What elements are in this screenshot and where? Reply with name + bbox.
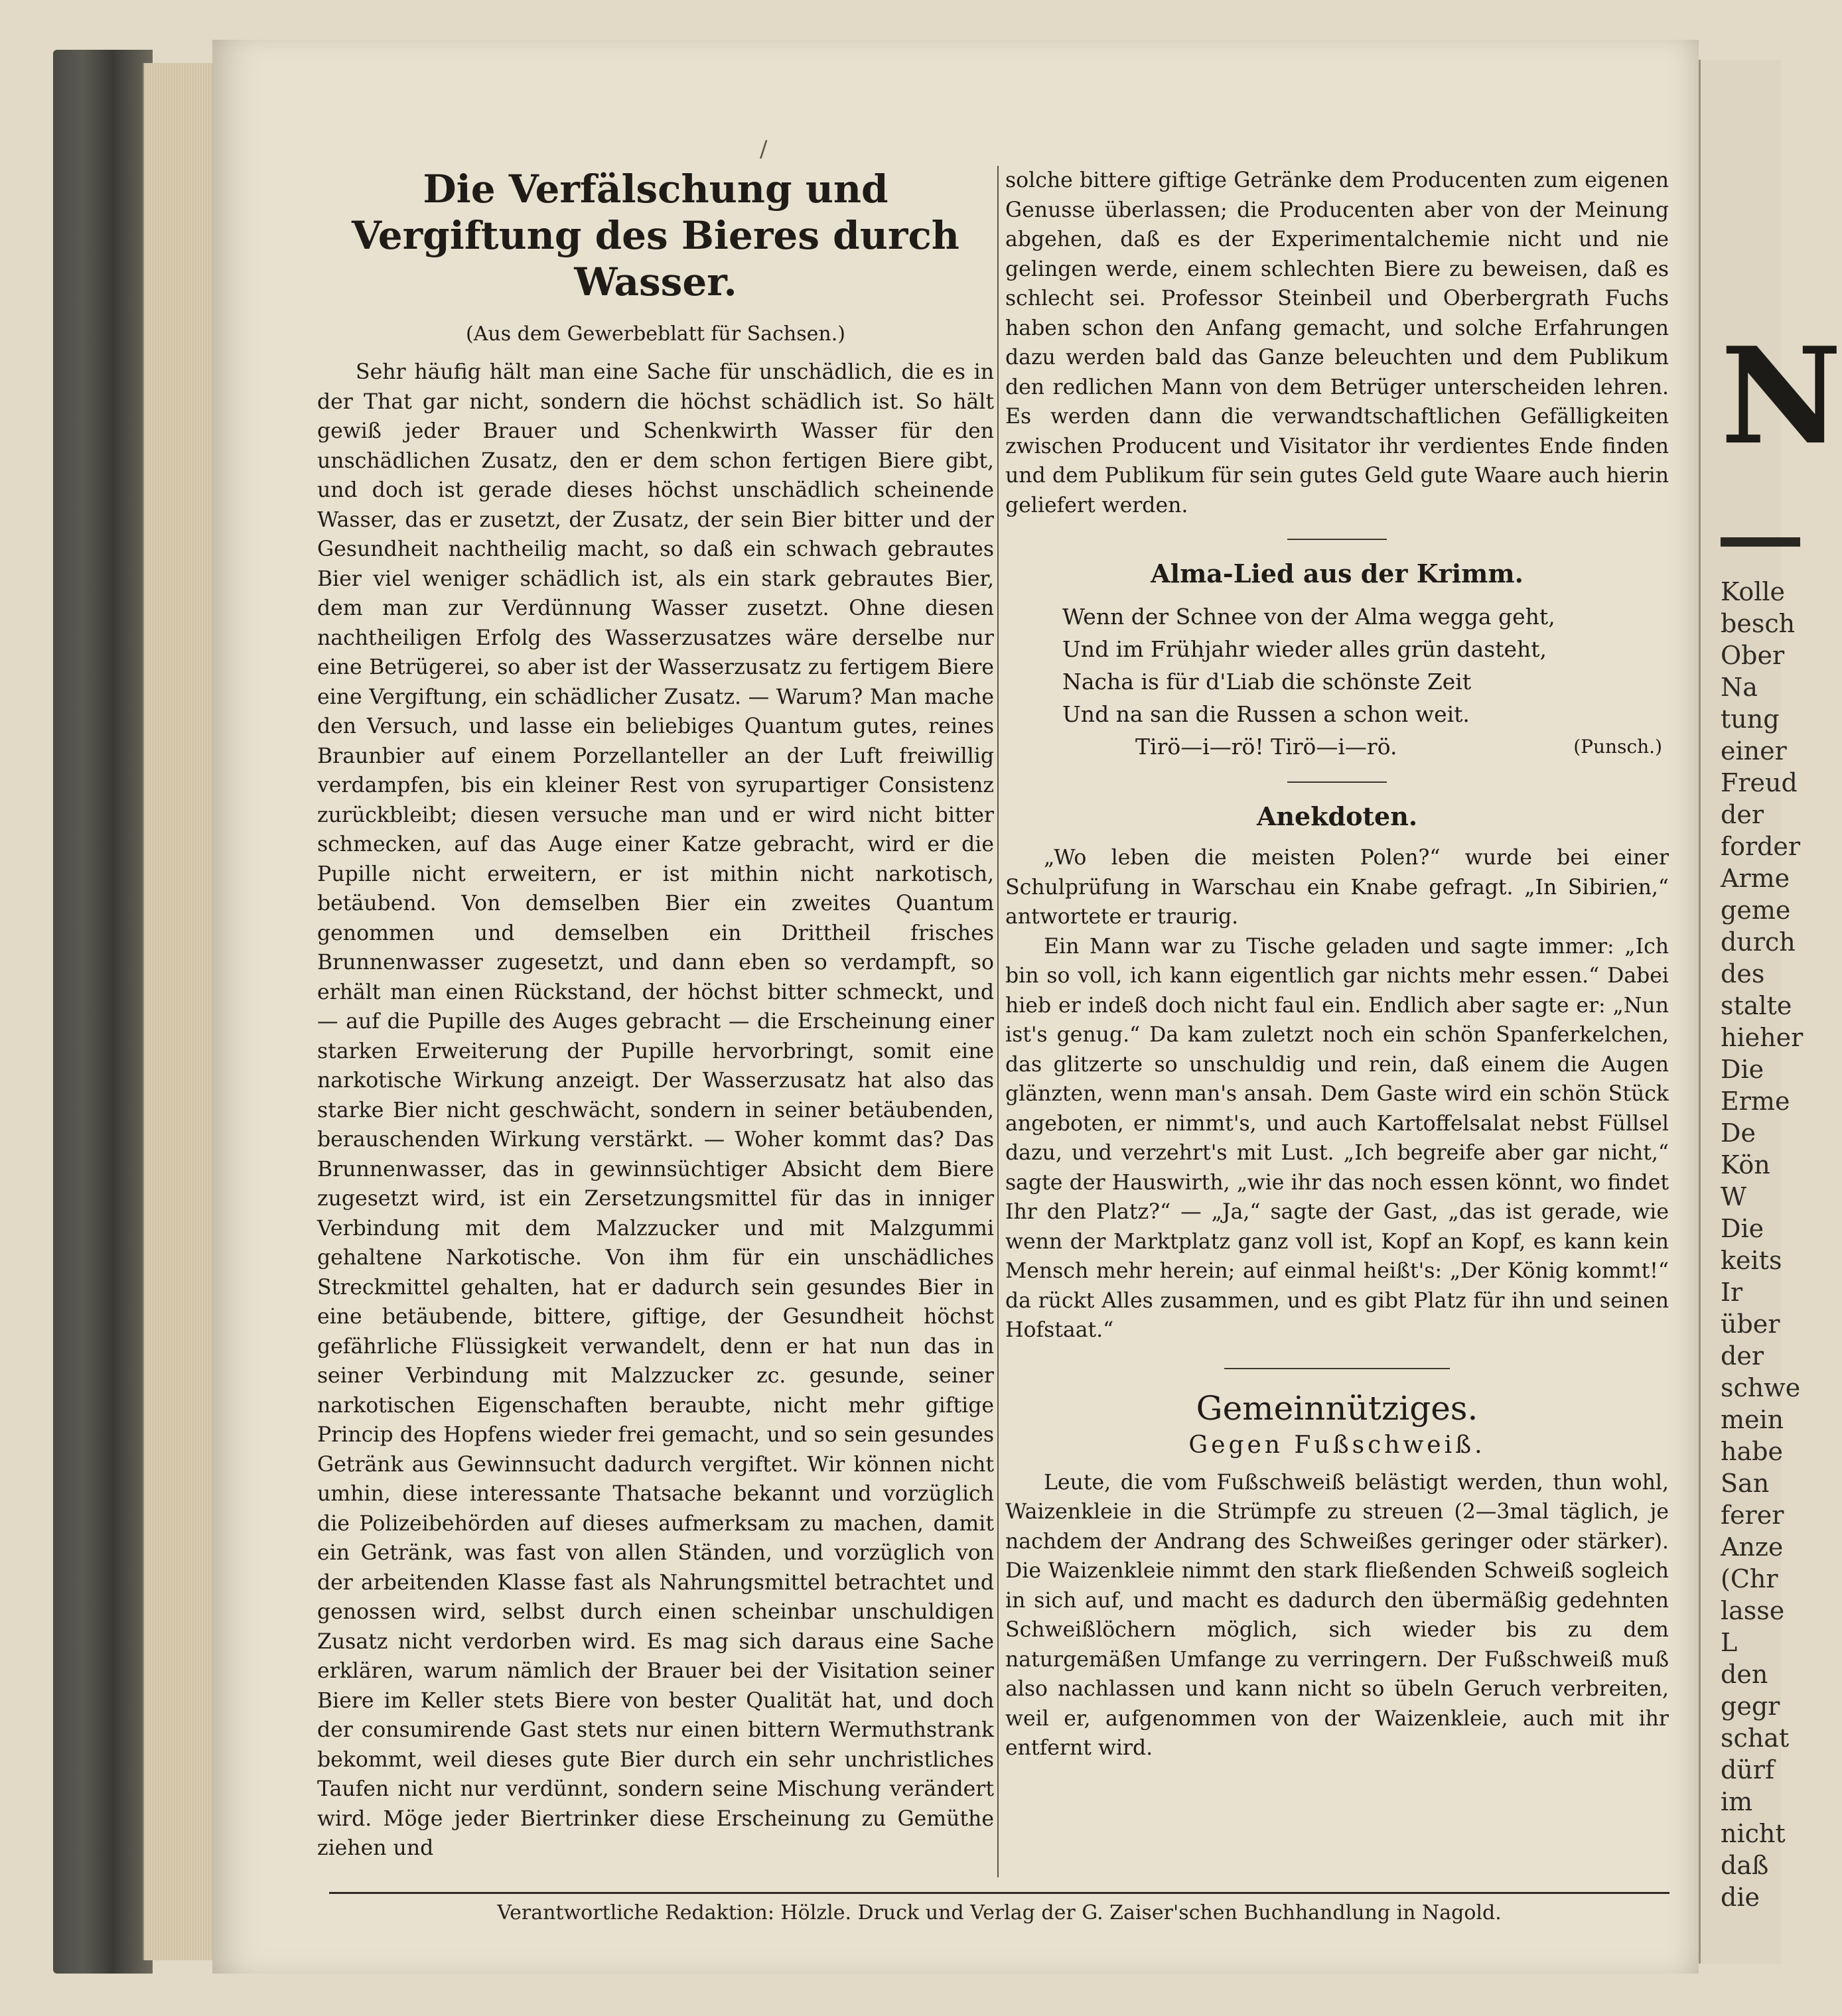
next-page-text-fragment: nicht	[1721, 1819, 1786, 1848]
next-page-text-fragment: tung	[1721, 705, 1780, 734]
article-continuation: solche bittere giftige Getränke dem Producenten zum eigenen Genusse überlassen; die Producenten aber von der Meinung abgehen, daß es der Experimentalchemie nicht und nie gelingen werde, einem schlechten Biere zu beweisen, daß es schlecht sei. Professor Steinbeil und Oberbergrath Fuchs haben schon den Anfang gemacht, und solche Erfahrungen dazu werden bald das Ganze beleuchten und dem Publikum den redlichen Mann von dem Betrüger unterscheiden lehren. Es werden dann die verwandtschaftlichen Gefälligkeiten zwischen Producent und Visitator ihr verdientes Ende finden und dem Publikum für sein gutes Geld gute Waare auch hierin geliefert werden.	[1005, 168, 1669, 517]
next-page-text-fragment: mein	[1721, 1405, 1784, 1434]
poem-line: Und im Frühjahr wieder alles grün dasteht,	[1062, 636, 1547, 662]
next-page-text-fragment: hieher	[1721, 1023, 1804, 1052]
next-page-text-fragment: keits	[1721, 1246, 1782, 1275]
next-page-text-fragment: dürf	[1721, 1755, 1775, 1784]
next-page-text-fragment: Anze	[1721, 1532, 1784, 1562]
poem-refrain-row	[1062, 730, 1669, 763]
column-divider	[997, 166, 999, 1877]
article-paragraph: Sehr häufig hält man eine Sache für unschädlich, die es in der That gar nicht, sondern die höchst schädlich ist. So hält gewiß jeder Brauer und Schenkwirth Wasser für den unschädlichen Zusatz, den er dem schon fertigen Biere gibt, und doch ist gerade dieses höchst unschädlich scheinende Wasser, das er zusetzt, der Zusatz, der sein Bier bitter und der Gesundheit nachtheilig macht, so daß ein schwach gebrautes Bier viel weniger schädlich ist, als ein stark gebrautes Bier, dem man zur Verdünnung Wasser zusetzt. Ohne diesen nachtheiligen Erfolg des Wasserzusatzes wäre derselbe nur eine Betrügerei, so aber ist der Wasserzusatz zu fertigem Biere eine Vergiftung, ein schädlicher Zusatz. — Warum? Man mache den Versuch, und lasse ein beliebiges Quantum gutes, reines Braunbier auf einem Porzellanteller an der Luft freiwillig verdampfen, bis ein kleiner Rest von syrupartiger Consistenz zurückbleibt; diesen versuche man und er wird nicht bitter schmecken, auf das Auge einer Katze gebracht, wird er die Pupille nicht erweitern, er ist mithin nicht narkotisch, betäubend. Von demselben Bier ein zweites Quantum genommen und demselben ein Drittheil frisches Brunnenwasser zugesetzt, und dann eben so verdampft, so erhält man einen Rückstand, der höchst bitter schmeckt, und — auf die Pupille des Auges gebracht — die Erscheinung einer starken Erweiterung der Pupille hervorbringt, somit eine narkotische Wirkung anzeigt. Der Wasserzusatz hat also das starke Bier nicht geschwächt, sondern in seiner betäubenden, berauschenden Wirkung verstärkt. — Woher kommt das? Das Brunnenwasser, das in gewinnsüchtiger Absicht dem Biere zugesetzt wird, ist ein Zersetzungsmittel für das in inniger Verbindung mit dem Malzzucker und mit Malzgummi gehaltene Narkotische. Von ihm für ein unschädliches Streckmittel gehalten, hat er dadurch sein gesundes Bier in eine betäubende, bittere, giftige, der Gesundheit höchst gefährliche Flüssigkeit verwandelt, denn er hat nun das in seiner Verbindung mit Malzzucker zc. gesunde, seiner narkotischen Eigenschaften beraubte, nicht mehr giftige Princip des Hopfens wieder frei gemacht, und so sein gesundes Getränk aus Gewinnsucht dadurch vergiftet. Wir können nicht umhin, diese interessante Thatsache bekannt und vorzüglich die Polizeibehörden auf dieses aufmerksam zu machen, damit ein Getränk, was fast von allen Ständen, und vorzüglich von der arbeitenden Klasse fast als Nahrungsmittel betrachtet und genossen wird, selbst durch einen scheinbar unschuldigen Zusatz nicht verdorben wird. Es mag sich daraus eine Sache erklären, warum nämlich der Brauer bei der Visitation seiner Biere im Keller stets Biere von bester Qualität hat, und doch der consumirende Gast stets nur einen bittern Wermuthstrank bekommt, weil dieses gute Bier durch ein sehr unchristliches Taufen nicht nur verdünnt, sondern seine Mischung verändert wird. Möge jeder Biertrinker diese Erscheinung zu Gemüthe ziehen und	[317, 360, 994, 1860]
next-page-initial: N	[1721, 318, 1842, 474]
next-page-text-fragment: Kolle	[1721, 577, 1786, 606]
gemein-title: Gemeinnütziges.	[1196, 1388, 1478, 1428]
separator	[1224, 1368, 1450, 1369]
gemein-subtitle: Gegen Fußschweiß.	[1188, 1431, 1486, 1459]
next-page-text-fragment: Freud	[1721, 768, 1798, 797]
next-page-text-fragment: Kön	[1721, 1150, 1770, 1179]
next-page-text-fragment: durch	[1721, 927, 1796, 957]
poem-line: Und na san die Russen a schon weit.	[1062, 701, 1470, 727]
next-page-rule	[1721, 537, 1800, 547]
next-page-text-fragment: De	[1721, 1118, 1756, 1148]
next-page-fragment	[1699, 60, 1842, 1964]
next-page-text-fragment: über	[1721, 1310, 1780, 1339]
next-page-text-fragment: lasse	[1721, 1596, 1785, 1625]
next-page-text-fragment: Ober	[1721, 641, 1785, 670]
anecdote-paragraph: Ein Mann war zu Tische geladen und sagte immer: „Ich bin so voll, ich kann eigentlich gar nichts mehr essen.“ Dabei hieb er indeß doch nicht faul ein. Endlich aber sagte er: „Nun ist's genug.“ Da kam zuletzt noch ein schön Spanferkelchen, das glitzerte so unschuldig und rein, daß einem die Augen glänzten, wenn man's ansah. Dem Gaste wird ein schön Stück angeboten, er nimmt's, und auch Kartoffelsalat nebst Füllsel dazu, und verzehrt's mit Lust. „Ich begreife aber gar nicht,“ sagte der Hauswirth, „wie ihr das noch essen könnt, wo findet Ihr den Platz?“ — „Ja,“ sagte der Gast, „das ist gerade, wie wenn der Marktplatz ganz voll ist, Kopf an Kopf, es kann kein Mensch mehr herein; auf einmal heißt's: „Der König kommt!“ da rückt Alles zusammen, und es gibt Platz für ihn und seinen Hofstaat.“	[1005, 934, 1669, 1342]
next-page-text-fragment: Arme	[1721, 864, 1790, 893]
separator	[1287, 539, 1387, 540]
article-source: (Aus dem Gewerbeblatt für Sachsen.)	[466, 322, 845, 346]
next-page-text-fragment: besch	[1721, 609, 1796, 638]
poem-body	[1062, 600, 1669, 763]
next-page-text-fragment: geme	[1721, 896, 1791, 925]
anecdote-paragraph: „Wo leben die meisten Polen?“ wurde bei einer Schulprüfung in Warschau ein Knabe gefragt. „In Sibirien,“ antwortete er traurig.	[1005, 846, 1669, 929]
next-page-text-fragment: Die	[1721, 1055, 1764, 1084]
separator	[1287, 781, 1387, 783]
next-page-text-fragment: der	[1721, 800, 1764, 829]
next-page-text-fragment: schwe	[1721, 1373, 1801, 1402]
book-binding	[53, 50, 153, 1974]
anecdotes-title: Anekdoten.	[1256, 801, 1418, 831]
next-page-text-fragment: gegr	[1721, 1692, 1780, 1721]
next-page-text-fragment: einer	[1721, 736, 1787, 766]
article-title: Die Verfälschung und Vergiftung des Bieres durch Wasser.	[352, 167, 959, 304]
next-page-text-fragment: (Chr	[1721, 1564, 1778, 1593]
right-column	[1005, 166, 1669, 1763]
page-mark: /	[760, 136, 768, 163]
footer-rule	[329, 1892, 1669, 1894]
next-page-text-fragment: daß	[1721, 1851, 1769, 1880]
next-page-text-fragment: Ir	[1721, 1278, 1743, 1307]
next-page-text-fragment: die	[1721, 1883, 1760, 1912]
poem-line: Wenn der Schnee von der Alma wegga geht,	[1062, 604, 1555, 630]
poem-refrain: Tirö—i—rö! Tirö—i—rö.	[1135, 734, 1397, 760]
next-page-text-fragment: Erme	[1721, 1087, 1790, 1116]
next-page-text-fragment: schat	[1721, 1723, 1790, 1753]
poem-title: Alma-Lied aus der Krimm.	[1151, 559, 1523, 588]
next-page-text-fragment: stalte	[1721, 991, 1792, 1020]
next-page-text-fragment: des	[1721, 959, 1765, 988]
left-column	[317, 166, 994, 1863]
next-page-text-fragment: forder	[1721, 832, 1801, 861]
next-page-text-fragment: im	[1721, 1787, 1753, 1816]
imprint-footer: Verantwortliche Redaktion: Hölzle. Druck und Verlag der G. Zaiser'schen Buchhandlung in Nagold.	[497, 1901, 1502, 1924]
poem-line: Nacha is für d'Liab die schönste Zeit	[1062, 669, 1472, 695]
gemein-paragraph: Leute, die vom Fußschweiß belästigt werden, thun wohl, Waizenkleie in die Strümpfe zu streuen (2—3mal täglich, je nachdem der Andrang des Schweißes geringer oder stärker). Die Waizenkleie nimmt den stark fließenden Schweiß sogleich in sich auf, und macht es dadurch den übermäßig gedehnten Schweißlöchern möglich, sich wieder bis zu dem naturgemäßen Umfange zu verringern. Der Fußschweiß muß also nachlassen und kann nicht so übeln Geruch verbreiten, weil er, aufgenommen von der Waizenkleie, auch mit ihr entfernt wird.	[1005, 1470, 1669, 1760]
next-page-text-fragment: ferer	[1721, 1501, 1784, 1530]
page-edges	[143, 63, 217, 1960]
next-page-text-fragment: der	[1721, 1341, 1764, 1371]
next-page-text-fragment: Die	[1721, 1214, 1764, 1243]
next-page-text-fragment: Na	[1721, 673, 1758, 702]
next-page-text-fragment: San	[1721, 1469, 1770, 1498]
next-page-text-fragment: W	[1721, 1182, 1747, 1211]
next-page-text-fragment: den	[1721, 1660, 1768, 1689]
next-page-text-fragment: habe	[1721, 1437, 1783, 1466]
next-page-text-fragment: L	[1721, 1628, 1738, 1657]
poem-source: (Punsch.)	[1573, 736, 1662, 758]
